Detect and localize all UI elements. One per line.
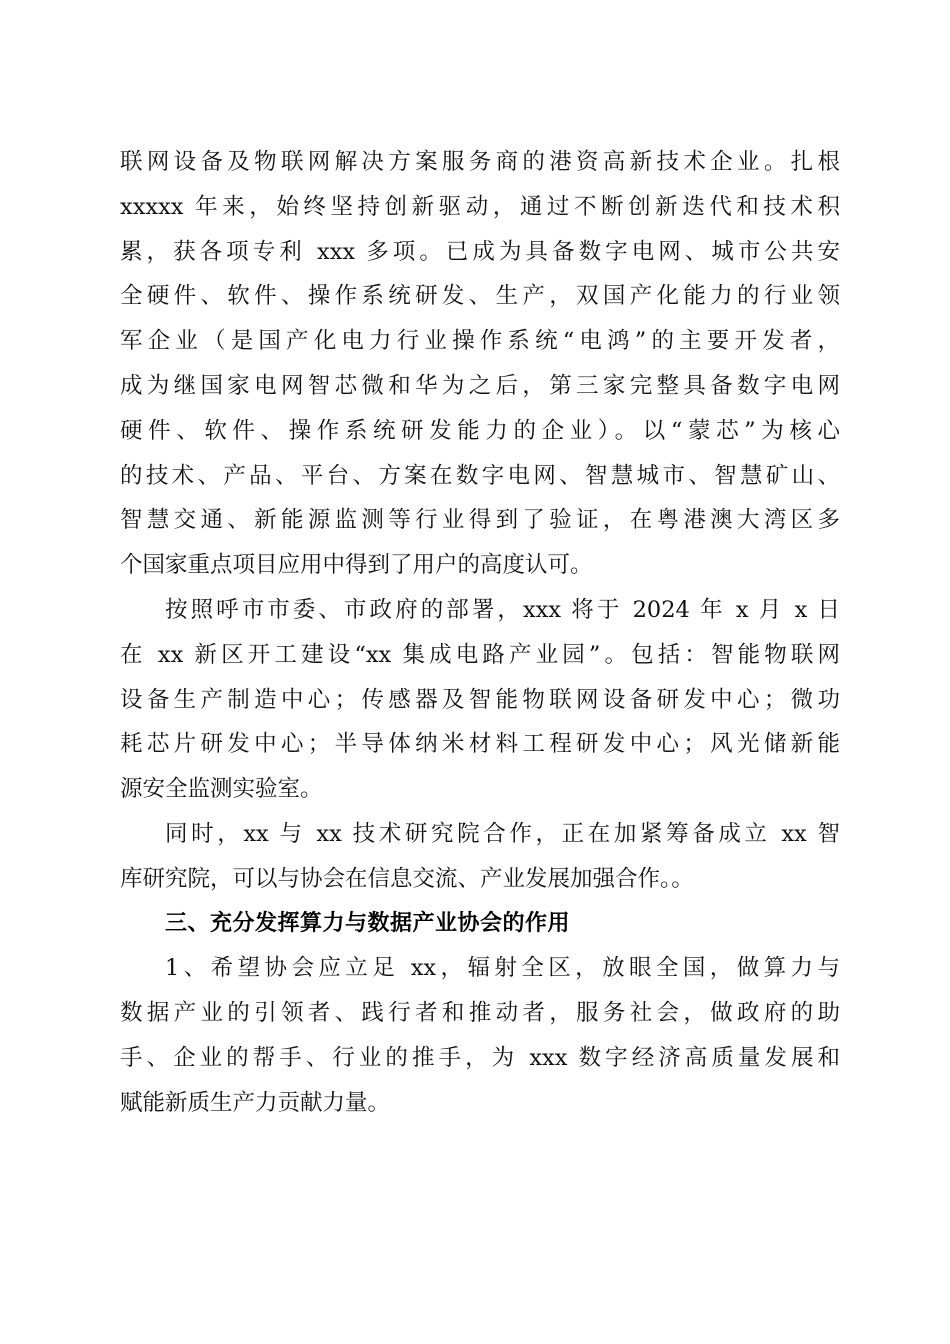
text-line: 手、企业的帮手、行业的推手，为 xxx 数字经济高质量发展和 [120, 1044, 840, 1071]
text-line: 源安全监测实验室。 [120, 776, 323, 803]
text-line: 成为继国家电网智芯微和华为之后，第三家完整具备数字电网 [120, 372, 840, 399]
paragraph-association-role [120, 946, 840, 1125]
text-line: 按照呼市市委、市政府的部署，xxx 将于 2024 年 x 月 x 日 [165, 596, 840, 623]
text-line: 军企业（是国产化电力行业操作系统“电鸿”的主要开发者， [120, 328, 840, 355]
text-line: 数据产业的引领者、践行者和推动者，服务社会，做政府的助 [120, 1000, 840, 1027]
text-line: 同时，xx 与 xx 技术研究院合作，正在加紧筹备成立 xx 智 [165, 820, 840, 847]
section-heading: 三、充分发挥算力与数据产业协会的作用 [165, 910, 571, 936]
paragraph-company-intro [120, 140, 840, 588]
text-line: 全硬件、软件、操作系统研发、生产，双国产化能力的行业领 [120, 283, 840, 310]
paragraph-research-institute [120, 812, 840, 902]
text-line: xxxxx 年来，始终坚持创新驱动，通过不断创新迭代和技术积 [120, 193, 840, 220]
text-line: 累，获各项专利 xxx 多项。已成为具备数字电网、城市公共安 [120, 238, 840, 265]
text-line: 设备生产制造中心；传感器及智能物联网设备研发中心；微功 [120, 686, 840, 713]
paragraph-industrial-park [120, 588, 840, 812]
text-line: 库研究院，可以与协会在信息交流、产业发展加强合作。。 [120, 865, 694, 892]
text-line: 耗芯片研发中心；半导体纳米材料工程研发中心；风光储新能 [120, 731, 840, 758]
text-line: 智慧交通、新能源监测等行业得到了验证，在粤港澳大湾区多 [120, 507, 840, 534]
text-line: 硬件、软件、操作系统研发能力的企业）。以“蒙芯”为核心 [120, 417, 840, 444]
document-body [120, 140, 840, 1126]
text-line: 1、希望协会应立足 xx，辐射全区，放眼全国，做算力与 [165, 955, 840, 982]
text-line: 在 xx 新区开工建设“xx 集成电路产业园”。包括：智能物联网 [120, 641, 840, 668]
text-line: 赋能新质生产力贡献力量。 [120, 1089, 391, 1116]
text-line: 的技术、产品、平台、方案在数字电网、智慧城市、智慧矿山、 [120, 462, 840, 489]
text-line: 个国家重点项目应用中得到了用户的高度认可。 [120, 552, 593, 579]
text-line: 联网设备及物联网解决方案服务商的港资高新技术企业。扎根 [120, 149, 840, 175]
